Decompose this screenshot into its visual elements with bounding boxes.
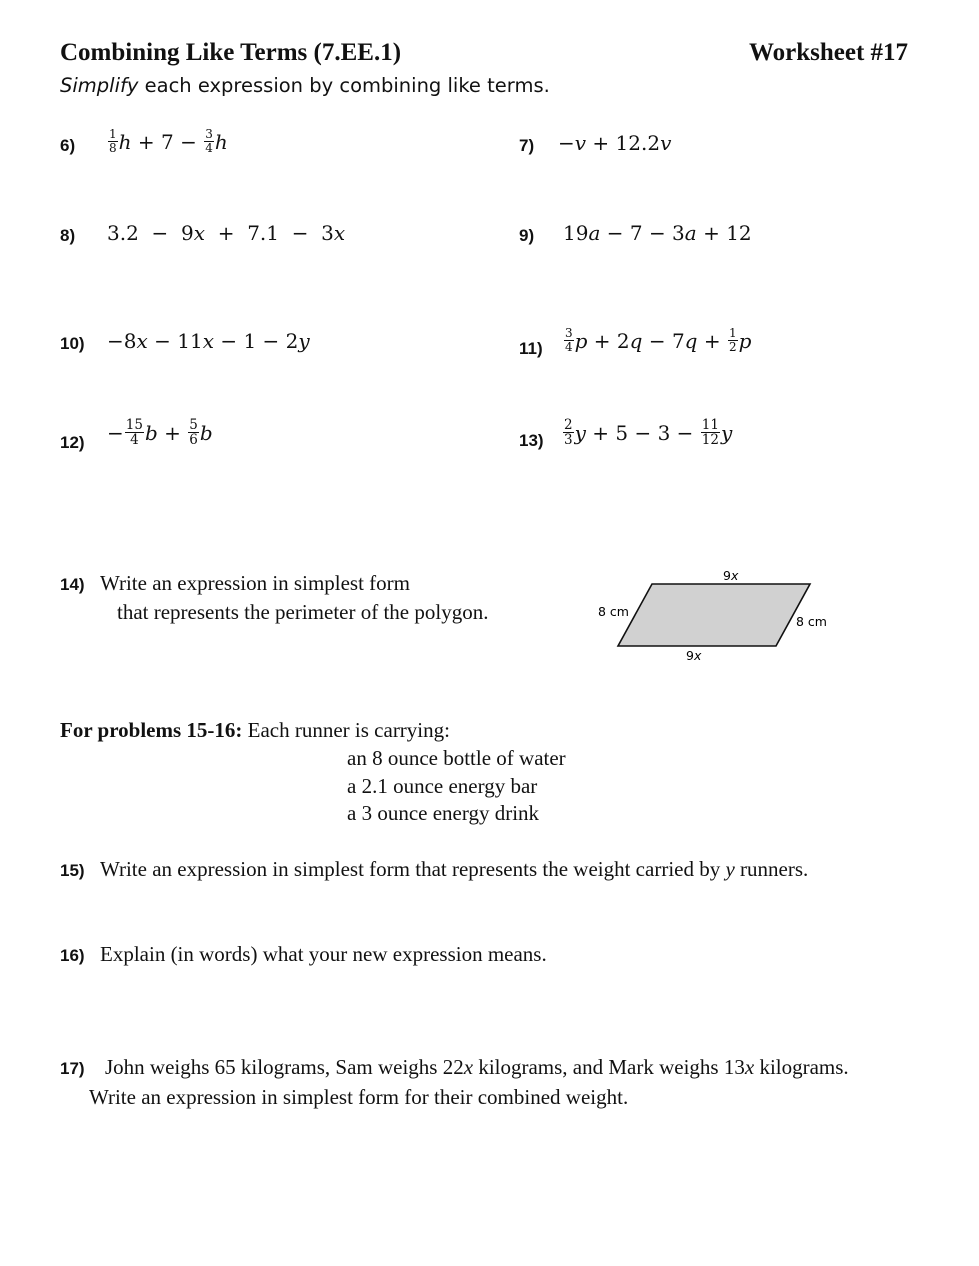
problem-7-number: 7) bbox=[519, 136, 535, 155]
runner-item: an 8 ounce bottle of water bbox=[347, 746, 566, 770]
label-right: 8 cm bbox=[796, 614, 827, 629]
problem-16-number: 16) bbox=[60, 946, 85, 965]
problem-13-expression: $\frac{2}{3}$ y + 5 − 3 − $\frac{11}{12}$ y bbox=[564, 417, 733, 449]
instruction-emphasis: Simplify bbox=[60, 74, 139, 97]
fraction: $\frac{3}{4}$ bbox=[565, 326, 573, 354]
problem-14-number: 14) bbox=[60, 575, 85, 594]
parallelogram-figure bbox=[590, 562, 840, 672]
problem-8-expression: 3.2 − 9x + 7.1 − 3x bbox=[107, 221, 346, 245]
runners-intro-text: Each runner is carrying: bbox=[242, 718, 450, 742]
runner-item: a 3 ounce energy drink bbox=[347, 801, 540, 825]
problem-6-number: 6) bbox=[60, 136, 76, 155]
fraction: $\frac{5}{6}$ bbox=[189, 417, 198, 449]
instruction-text: each expression by combining like terms. bbox=[138, 74, 550, 97]
problem-12-expression: − $\frac{15}{4}$ b + $\frac{5}{6}$ b bbox=[107, 417, 213, 449]
fraction: $\frac{1}{2}$ bbox=[728, 326, 737, 354]
fraction: $\frac{11}{12}$ bbox=[701, 417, 719, 449]
problem-14-line-2: that represents the perimeter of the polygon. bbox=[117, 600, 489, 624]
fraction: $\frac{1}{8}$ bbox=[109, 127, 117, 155]
label-left: 8 cm bbox=[598, 604, 629, 619]
instructions bbox=[60, 74, 550, 97]
runner-item: a 2.1 ounce energy bar bbox=[347, 774, 538, 798]
page-title: Combining Like Terms (7.EE.1) bbox=[60, 39, 402, 66]
runners-intro bbox=[60, 718, 450, 743]
problem-13-number: 13) bbox=[519, 431, 544, 450]
fraction: $\frac{3}{4}$ bbox=[205, 127, 213, 155]
label-top: 9x bbox=[723, 568, 739, 583]
problem-14-line-1: Write an expression in simplest form bbox=[100, 571, 411, 595]
problem-11-number: 11) bbox=[519, 339, 543, 358]
fraction: $\frac{2}{3}$ bbox=[564, 417, 573, 449]
problem-9-expression: 19a − 7 − 3a + 12 bbox=[563, 221, 752, 245]
problem-6-expression: $\frac{1}{8}$ h + 7 − $\frac{3}{4}$ h bbox=[109, 127, 228, 155]
problem-10-number: 10) bbox=[60, 334, 85, 353]
runners-intro-bold: For problems 15-16: bbox=[60, 718, 243, 742]
worksheet-number: Worksheet #17 bbox=[749, 39, 909, 66]
label-bottom: 9x bbox=[686, 648, 702, 663]
problem-8-number: 8) bbox=[60, 226, 76, 245]
problem-16-text: Explain (in words) what your new expression means. bbox=[100, 942, 547, 966]
fraction: $\frac{15}{4}$ bbox=[125, 417, 143, 449]
problem-17-line-1: John weighs 65 kilograms, Sam weighs 22x kilograms, and Mark weighs 13x kilograms. bbox=[105, 1055, 849, 1079]
problem-10-expression: −8x − 11x − 1 − 2y bbox=[107, 329, 310, 353]
problem-9-number: 9) bbox=[519, 226, 535, 245]
problem-11-expression: $\frac{3}{4}$ p + 2q − 7q + $\frac{1}{2}$ p bbox=[565, 326, 752, 354]
parallelogram-shape bbox=[618, 584, 810, 646]
problem-17-number: 17) bbox=[60, 1059, 85, 1078]
problem-12-number: 12) bbox=[60, 433, 85, 452]
problem-7-expression: −v + 12.2v bbox=[558, 131, 672, 155]
problem-15-text: Write an expression in simplest form that represents the weight carried by y runners. bbox=[100, 857, 809, 881]
problem-17-line-2: Write an expression in simplest form for their combined weight. bbox=[89, 1085, 629, 1109]
problem-15-number: 15) bbox=[60, 861, 85, 880]
